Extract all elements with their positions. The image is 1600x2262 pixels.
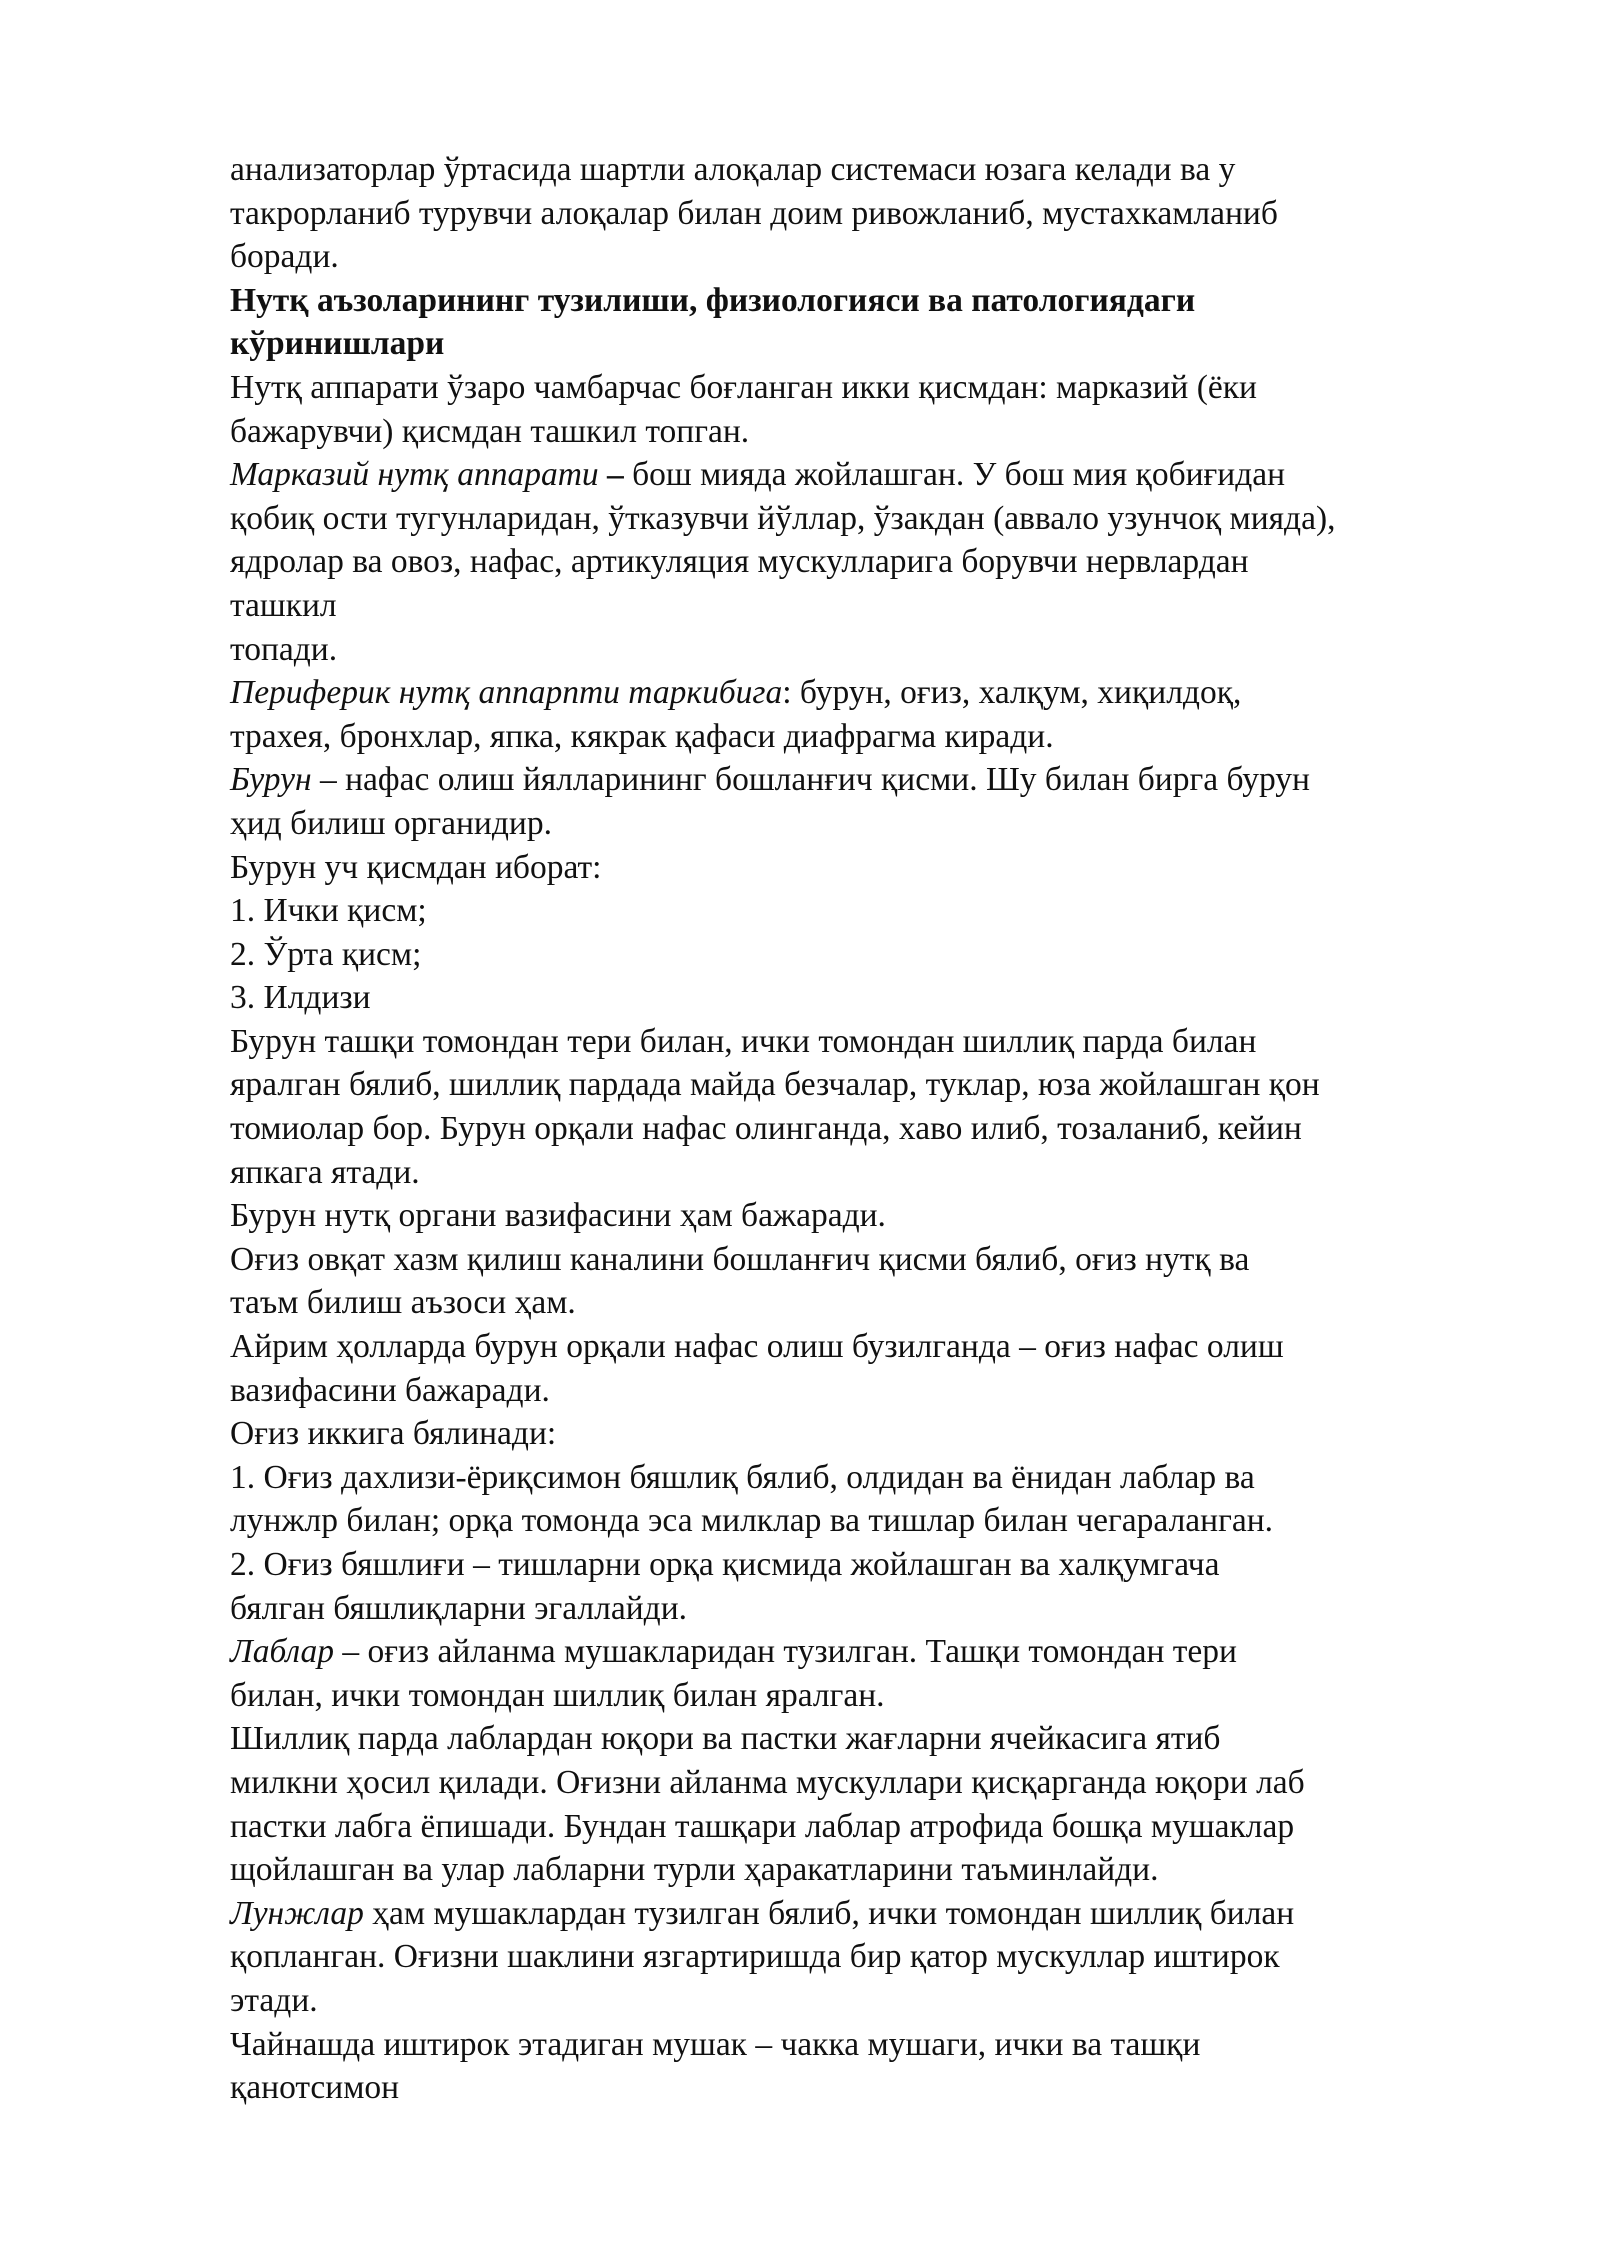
text-segment: япкага ятади.: [230, 1153, 420, 1191]
text-line: [230, 933, 1530, 977]
text-segment: Чайнашда иштирок этадиган мушак – чакка мушаги, ички ва ташқи: [230, 2025, 1201, 2063]
text-segment: милкни ҳосил қилади. Оғизни айланма мускуллари қисқарганда юқори лаб: [230, 1763, 1305, 1801]
text-line: [230, 540, 1530, 584]
text-line: [230, 497, 1530, 541]
italic-term: Периферик нутқ аппарпти таркибига: [230, 674, 783, 712]
text-segment: билан, ички томондан шиллиқ билан яралган.: [230, 1676, 885, 1714]
bold-text: Нутқ аъзоларининг тузилиши, физиологияси ва патологиядаги: [230, 281, 1196, 319]
text-segment: томиолар бор. Бурун орқали нафас олинганда, хаво илиб, тозаланиб, кейин: [230, 1110, 1302, 1148]
text-segment: 2. Оғиз бяшлиғи – тишларни орқа қисмида жойлашган ва халқумгача: [230, 1546, 1220, 1583]
text-segment: ҳид билиш органидир.: [230, 804, 552, 842]
italic-term: Лаблар: [230, 1633, 334, 1671]
text-segment: такрорланиб турувчи алоқалар билан доим ривожланиб, мустахкамланиб: [230, 194, 1278, 232]
text-line: [230, 1979, 1530, 2023]
text-line: [230, 2066, 1530, 2110]
text-line: [230, 1761, 1530, 1805]
text-line: [230, 235, 1530, 279]
text-line: [230, 410, 1530, 454]
text-segment: Оғиз овқат хазм қилиш каналини бошланғич қисми бялиб, оғиз нутқ ва: [230, 1240, 1250, 1278]
text-line: [230, 1151, 1530, 1195]
bold-text: –: [598, 456, 633, 494]
text-line: [230, 715, 1530, 759]
text-line: [230, 1935, 1530, 1979]
text-line: [230, 1805, 1530, 1849]
text-line: [230, 2023, 1530, 2067]
text-line: [230, 453, 1530, 497]
document-body: [230, 148, 1530, 2110]
section-heading-line: [230, 322, 1530, 366]
text-line: [230, 148, 1530, 192]
text-segment: таъм билиш аъзоси ҳам.: [230, 1284, 576, 1322]
text-segment: Бурун ташқи томондан тери билан, ички томондан шиллиқ парда билан: [230, 1022, 1257, 1060]
text-segment: этади.: [230, 1981, 318, 2019]
text-line: [230, 1107, 1530, 1151]
text-line: [230, 366, 1530, 410]
text-line: [230, 628, 1530, 672]
text-segment: Бурун уч қисмдан иборат:: [230, 848, 602, 886]
text-line: [230, 1499, 1530, 1543]
text-segment: вазифасини бажаради.: [230, 1371, 550, 1409]
text-segment: – нафас олиш йялларининг бошланғич қисми. Шу билан бирга бурун: [311, 761, 1310, 799]
text-segment: Шиллиқ парда лаблардан юқори ва пастки жағларни ячейкасига ятиб: [230, 1720, 1221, 1758]
bold-text: кўринишлари: [230, 325, 445, 363]
text-segment: : бурун, оғиз, халқум, хиқилдоқ,: [782, 674, 1242, 712]
text-segment: Айрим ҳолларда бурун орқали нафас олиш бузилганда – оғиз нафас олиш: [230, 1328, 1284, 1366]
text-segment: яралган бялиб, шиллиқ пардада майда безчалар, туклар, юза жойлашган қон: [230, 1066, 1320, 1104]
text-line: [230, 1194, 1530, 1238]
text-line: [230, 1630, 1530, 1674]
text-line: [230, 1848, 1530, 1892]
text-segment: – оғиз айланма мушакларидан тузилган. Ташқи томондан тери: [333, 1633, 1237, 1671]
text-segment: пастки лабга ёпишади. Бундан ташқари лаблар атрофида бошқа мушаклар: [230, 1807, 1295, 1845]
text-segment: 2. Ўрта қисм;: [230, 935, 422, 973]
text-segment: щойлашган ва улар лабларни турли ҳаракатларини таъминлайди.: [230, 1851, 1159, 1889]
text-line: [230, 1587, 1530, 1631]
text-line: [230, 584, 1530, 628]
text-line: [230, 671, 1530, 715]
text-segment: боради.: [230, 238, 339, 276]
text-line: [230, 1369, 1530, 1413]
text-line: [230, 1543, 1530, 1587]
text-line: [230, 802, 1530, 846]
text-segment: ядролар ва овоз, нафас, артикуляция мускулларига борувчи нервлардан: [230, 543, 1249, 581]
text-line: [230, 1063, 1530, 1107]
text-line: [230, 1412, 1530, 1456]
text-segment: топади.: [230, 630, 338, 668]
text-line: [230, 1674, 1530, 1718]
text-line: [230, 1020, 1530, 1064]
text-segment: 1. Ички қисм;: [230, 892, 427, 930]
text-line: [230, 192, 1530, 236]
text-line: [230, 1892, 1530, 1936]
text-line: [230, 976, 1530, 1020]
text-segment: Оғиз иккига бялинади:: [230, 1415, 557, 1453]
text-segment: ташкил: [230, 586, 337, 624]
text-segment: қобиқ ости тугунларидан, ўтказувчи йўллар, ўзакдан (аввало узунчоқ мияда),: [230, 499, 1336, 537]
text-segment: 1. Оғиз дахлизи-ёриқсимон бяшлиқ бялиб, олдидан ва ёнидан лаблар ва: [230, 1458, 1255, 1496]
text-segment: бош мияда жойлашган. У бош мия қобиғидан: [632, 456, 1286, 494]
text-segment: ҳам мушаклардан тузилган бялиб, ички томондан шиллиқ билан: [363, 1894, 1295, 1932]
text-segment: қанотсимон: [230, 2069, 400, 2107]
text-line: [230, 1456, 1530, 1500]
section-heading-line: [230, 279, 1530, 323]
text-line: [230, 758, 1530, 802]
text-segment: лунжлр билан; орқа томонда эса милклар ва тишлар билан чегараланган.: [230, 1502, 1273, 1540]
text-segment: бажарувчи) қисмдан ташкил топган.: [230, 412, 750, 450]
text-segment: қопланган. Оғизни шаклини язгартиришда бир қатор мускуллар иштирок: [230, 1938, 1280, 1976]
italic-term: Марказий нутқ аппарати: [230, 456, 599, 494]
text-segment: Нутқ аппарати ўзаро чамбарчас боғланган икки қисмдан: марказий (ёки: [230, 368, 1257, 406]
text-line: [230, 1717, 1530, 1761]
italic-term: Лунжлар: [230, 1894, 364, 1932]
text-segment: анализаторлар ўртасида шартли алоқалар системаси юзага келади ва у: [230, 151, 1236, 188]
text-line: [230, 1281, 1530, 1325]
text-line: [230, 889, 1530, 933]
text-line: [230, 846, 1530, 890]
italic-term: Бурун: [230, 761, 312, 799]
text-line: [230, 1325, 1530, 1369]
text-segment: бялган бяшлиқларни эгаллайди.: [230, 1589, 688, 1627]
text-segment: трахея, бронхлар, япка, кякрак қафаси диафрагма киради.: [230, 717, 1054, 755]
text-segment: 3. Илдизи: [230, 979, 371, 1017]
text-line: [230, 1238, 1530, 1282]
text-segment: Бурун нутқ органи вазифасини ҳам бажаради.: [230, 1197, 886, 1235]
